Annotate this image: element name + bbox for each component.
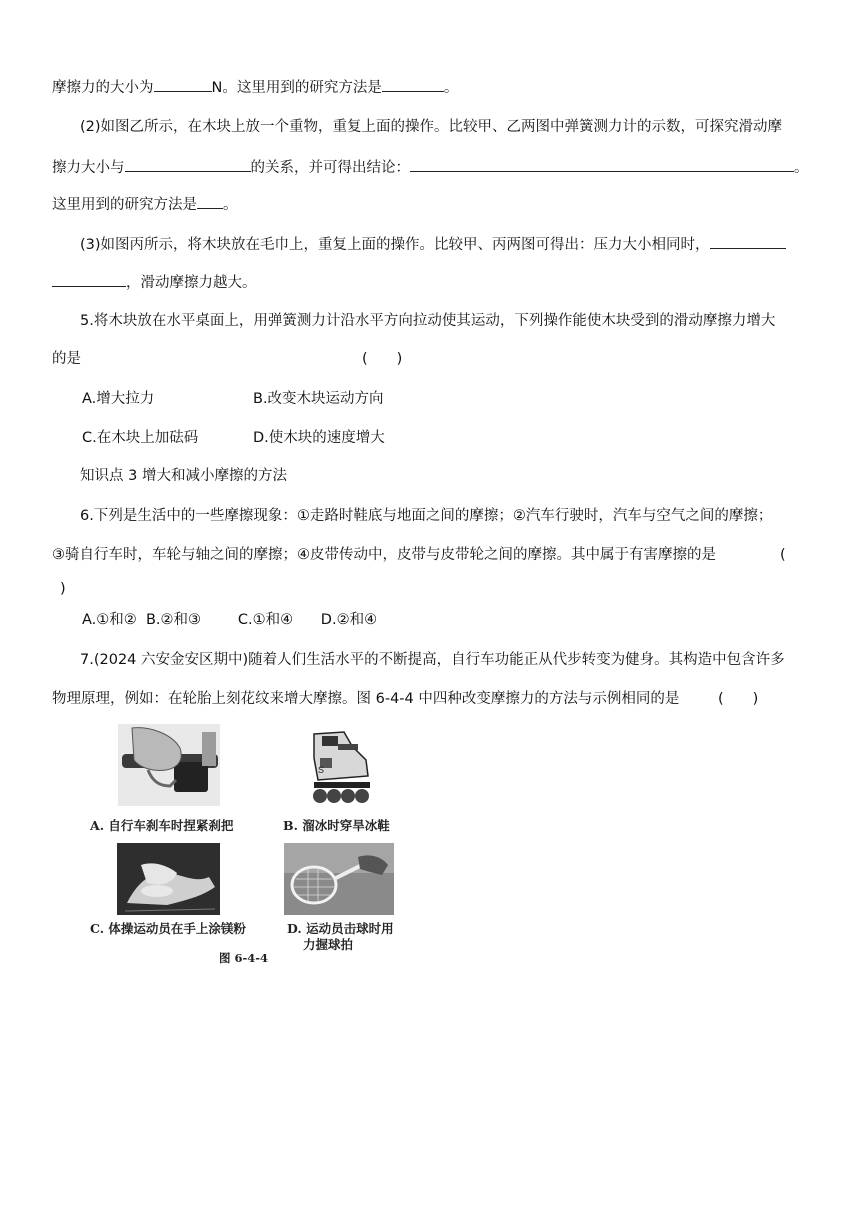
figure-caption-c: C. 体操运动员在手上涂镁粉 [90,921,246,936]
q6-options[interactable]: A.①和② B.②和③ C.①和④ D.②和④ [82,612,378,628]
racket-grip-illustration [284,843,394,915]
q5-option-a[interactable]: A.增大拉力 [82,391,155,407]
text: 。 [794,160,809,176]
q7-stem-line-1: 7.(2024 六安金安区期中)随着人们生活水平的不断提高，自行车功能正从代步转变为健身。其构造中包含许多 [80,652,785,668]
section-heading: 知识点 3 增大和减小摩擦的方法 [80,468,287,484]
q4-part2-line-3 [52,193,238,215]
q7-stem-line-2: 物理原理，例如：在轮胎上刻花纹来增大摩擦。图 6-4-4 中四种改变摩擦力的方法与示例相同的是 [52,691,680,707]
gymnast-hands-photo [117,843,220,915]
q6-paren-open[interactable]: ( [780,547,786,563]
figure-caption-b: B. 溜冰时穿旱冰鞋 [283,818,390,833]
figure-caption-d-line-2: 力握球拍 [303,937,354,952]
q5-option-b[interactable]: B.改变木块运动方向 [253,391,384,407]
text: 。 [443,80,459,96]
roller-skate-photo [304,728,374,808]
q4-part2-line-2 [52,156,809,178]
roller-skate-illustration [304,728,374,808]
q4-part3-line-1 [80,233,786,255]
q6-paren-close[interactable]: ) [60,581,66,597]
q6-stem-line-1: 6.下列是生活中的一些摩擦现象：①走路时鞋底与地面之间的摩擦；②汽车行驶时，汽车与空气之间的摩擦； [80,508,773,524]
chalk-hands-illustration [117,843,220,915]
text: 这里用到的研究方法是 [52,197,197,213]
figure-caption-a: A. 自行车刹车时捏紧刹把 [90,818,234,833]
q7-answer-parentheses[interactable]: ( ) [718,691,759,707]
answer-blank[interactable] [382,76,444,92]
text: (3)如图丙所示，将木块放在毛巾上，重复上面的操作。比较甲、丙两图可得出：压力大小相同时， [80,237,710,253]
q5-option-d[interactable]: D.使木块的速度增大 [253,430,385,446]
q5-option-c[interactable]: C.在木块上加砝码 [82,430,199,446]
brake-lever-photo [118,724,220,806]
q4-part3-line-2 [52,271,257,293]
brake-hand-illustration [118,724,220,806]
q4-part2-line-1: (2)如图乙所示，在木块上放一个重物，重复上面的操作。比较甲、乙两图中弹簧测力计的示数，可探究滑动摩 [80,119,783,135]
text: 擦力大小与 [52,160,125,176]
text: 的关系，并可得出结论： [250,160,410,176]
q5-stem-line-2: 的是 [52,351,81,367]
figure-caption-d-line-1: D. 运动员击球时用 [287,921,394,936]
svg-text:S: S [318,765,325,775]
answer-blank[interactable] [197,193,223,209]
q6-stem-line-2: ③骑自行车时，车轮与轴之间的摩擦；④皮带传动中，皮带与皮带轮之间的摩擦。其中属于有害摩擦的是 [52,547,716,563]
q4-line-1 [52,76,458,98]
answer-blank[interactable] [410,156,794,172]
q5-stem-line-1: 5.将木块放在水平桌面上，用弹簧测力计沿水平方向拉动使其运动，下列操作能使木块受到的滑动摩擦力增大 [80,313,776,329]
answer-blank[interactable] [52,271,126,287]
text: 摩擦力的大小为 [52,80,154,96]
answer-blank[interactable] [125,156,251,172]
text: 。 [223,197,238,213]
figure-label: 图 6-4-4 [219,951,269,965]
text: ，滑动摩擦力越大。 [126,275,257,291]
answer-blank[interactable] [710,233,786,249]
answer-blank[interactable] [154,76,212,92]
q5-answer-parentheses[interactable]: ( ) [362,351,403,367]
text: N。这里用到的研究方法是 [211,80,382,96]
tennis-racket-photo [284,843,394,915]
